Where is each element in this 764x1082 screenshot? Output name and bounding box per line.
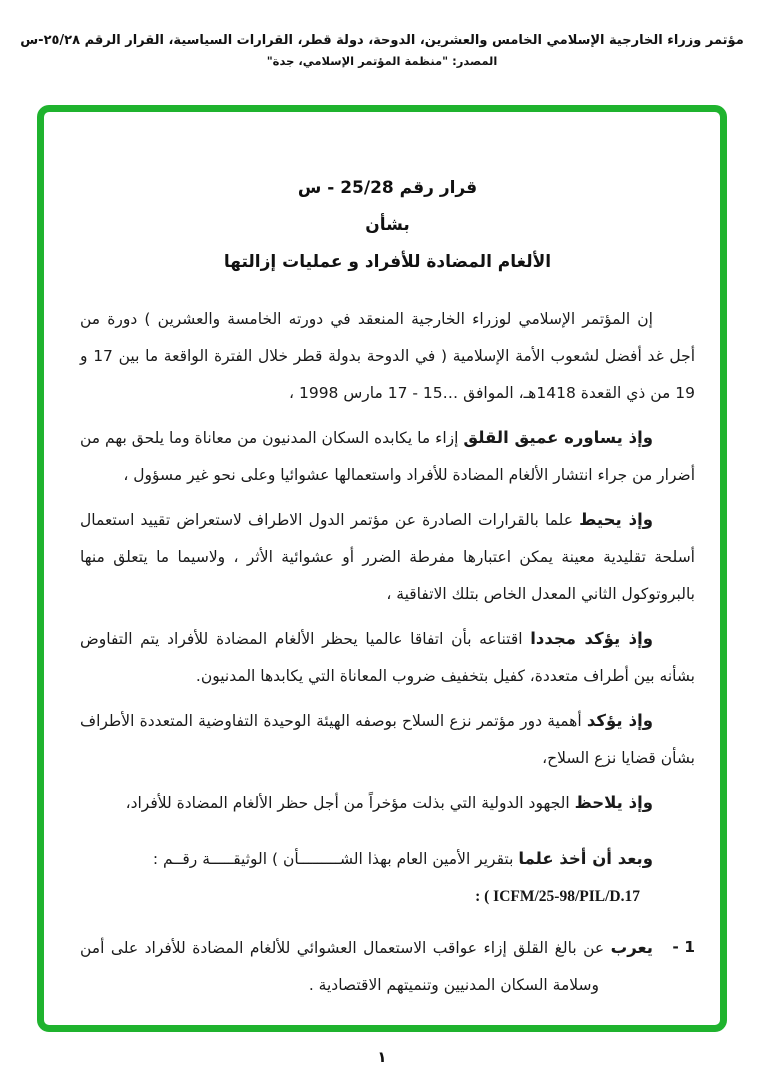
operative-item (80, 929, 695, 1004)
document-reference: : ( ICFM/25-98/PIL/D.17 (475, 888, 640, 905)
lead-phrase: يعرب (610, 938, 653, 957)
lead-phrase: وإذ يلاحظ (574, 793, 653, 812)
preamble-paragraph (80, 840, 695, 878)
paragraph-text: علما بالقرارات الصادرة عن مؤتمر الدول الاطراف لاستعراض تقييد استعمال أسلحة تقليدية معينة يمكن اعتبارها مفرطة الضرر أو عشوائية الأثر ، ولاسيما ما يتعلق منها بالبروتوكول الثاني المعدل الخاص بتلك الاتفاقية ، (80, 511, 695, 603)
preamble-paragraph (80, 784, 695, 822)
lead-phrase: وإذ يؤكد مجددا (530, 629, 653, 648)
preamble-paragraph (80, 419, 695, 494)
paragraph-text: إن المؤتمر الإسلامي لوزراء الخارجية المنعقد في دورته الخامسة والعشرين ) دورة من أجل غد أفضل لشعوب الأمة الإسلامية ( في الدوحة بدولة قطر خلال الفترة الواقعة ما بين 17 و 19 من ذي القعدة 1418هـ، الموافق …15 - 17⁩ مارس 1998 ، (80, 310, 695, 402)
lead-phrase: وإذ يحيط (579, 510, 654, 529)
paragraph-text: الجهود الدولية التي بذلت مؤخراً من أجل حظر الألغام المضادة للأفراد، (125, 794, 570, 812)
item-text (80, 929, 653, 1004)
preamble-paragraph (80, 501, 695, 613)
subject-title: الألغام المضادة للأفراد و عمليات إزالتها (223, 252, 552, 272)
document-content (44, 112, 720, 1025)
lead-phrase: وبعد أن أخذ علما (518, 849, 653, 868)
paragraph-text: بتقرير الأمين العام بهذا الشـــــــــأن ) الوثيقـــــة رقــم : (152, 850, 514, 868)
preamble-paragraph (80, 301, 695, 412)
document-frame (37, 105, 727, 1032)
paragraph-text: عن بالغ القلق إزاء عواقب الاستعمال العشوائي للألغام المضادة للأفراد على أمن وسلامة السكان المدنيين وتنميتهم الاقتصادية . (80, 939, 605, 994)
preamble-paragraph (80, 702, 695, 777)
resolution-number-title: قرار رقم 25/28 - س (297, 178, 478, 198)
header-source-line: المصدر: "منظمة المؤتمر الإسلامي، جدة" (266, 54, 498, 68)
title-block (80, 170, 695, 281)
page-number: ١ (377, 1048, 387, 1066)
header-citation-line: مؤتمر وزراء الخارجية الإسلامي الخامس والعشرين، الدوحة، دولة قطر، القرارات السياسية، القرار الرقم ٢٥/٢٨-س (20, 33, 744, 48)
lead-phrase: وإذ يؤكد (586, 711, 653, 730)
preamble-paragraph (80, 620, 695, 695)
paragraph-text: أهمية دور مؤتمر نزع السلاح بوصفه الهيئة الوحيدة التفاوضية المتعددة الأطراف بشأن قضايا نزع السلاح، (80, 712, 695, 767)
lead-phrase: وإذ يساوره عميق القلق (463, 428, 653, 447)
paragraph-text: إزاء ما يكابده السكان المدنيون من معاناة وما يلحق بهم من أضرار من جراء انتشار الألغام المضادة للأفراد واستعمالها عشوائيا وعلى نحو غير مسؤول ، (80, 429, 695, 484)
item-number: 1 - (672, 938, 695, 956)
regarding-label: بشأن (365, 215, 410, 235)
paragraph-text: اقتناعه بأن اتفاقا عالميا يحظر الألغام المضادة للأفراد يتم التفاوض بشأنه بين أطراف متعددة، كفيل بتخفيف ضروب المعاناة التي يكابدها المدنيون. (80, 630, 695, 685)
document-header (0, 33, 764, 68)
